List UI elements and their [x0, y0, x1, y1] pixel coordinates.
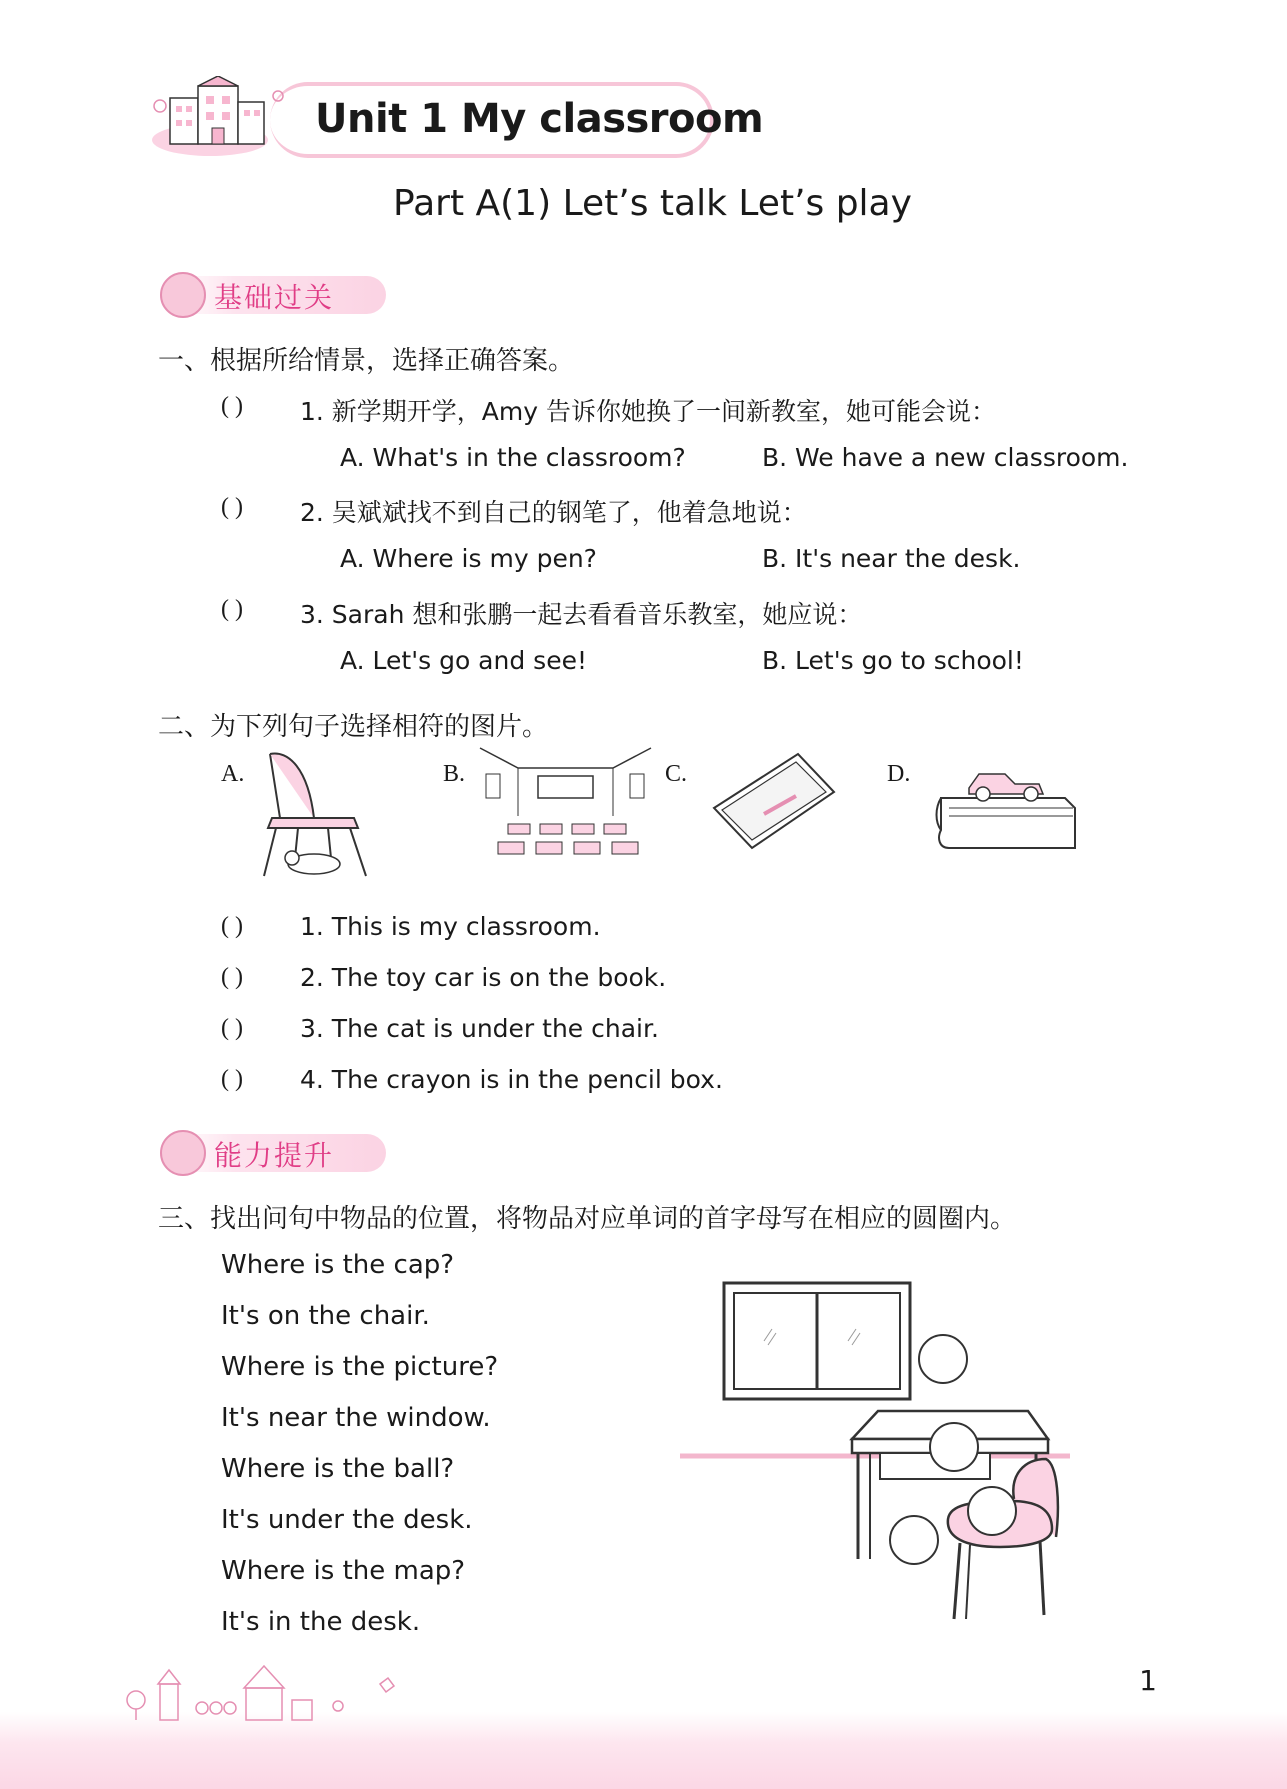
q2-item-3: 3. The cat is under the chair. — [300, 1014, 659, 1043]
answer-circle — [890, 1516, 938, 1564]
answer-circle — [919, 1335, 967, 1383]
unit-title: Unit 1 My classroom — [315, 96, 764, 142]
answer-blank[interactable]: ( ) — [221, 913, 243, 939]
picture-letter-c: C. — [665, 761, 688, 787]
q1-item-3-option-a: A. Let's go and see! — [340, 646, 587, 675]
section-badge-basic — [156, 270, 396, 318]
q1-item-1-option-a: A. What's in the classroom? — [340, 443, 686, 472]
town-decoration-icon — [118, 1660, 418, 1724]
q1-item-1-option-b: B. We have a new classroom. — [762, 443, 1129, 472]
answer-blank[interactable]: ( ) — [221, 1066, 243, 1092]
q1-item-2-prompt: 2. 吴斌斌找不到自己的钢笔了，他着急地说： — [300, 498, 807, 527]
section-label-advanced: 能力提升 — [214, 1139, 335, 1172]
answer-blank[interactable]: ( ) — [221, 596, 243, 622]
q2-item-4: 4. The crayon is in the pencil box. — [300, 1065, 723, 1094]
part-title: Part A(1) Let’s talk Let’s play — [393, 183, 912, 224]
toy-car-on-book-icon — [935, 758, 1080, 853]
q1-item-2-option-a: A. Where is my pen? — [340, 544, 597, 573]
dialog-line: Where is the map? — [221, 1556, 466, 1586]
section-badge-advanced — [156, 1128, 396, 1176]
answer-blank[interactable]: ( ) — [221, 1015, 243, 1041]
girl-face-icon — [160, 272, 206, 318]
dialog-line: It's in the desk. — [221, 1607, 421, 1637]
q2-item-2: 2. The toy car is on the book. — [300, 963, 667, 992]
pencil-box-icon — [708, 748, 838, 858]
dialog-line: Where is the ball? — [221, 1454, 455, 1484]
dialog-line: It's on the chair. — [221, 1301, 430, 1331]
dialog-line: Where is the picture? — [221, 1352, 499, 1382]
dialog-line: It's under the desk. — [221, 1505, 473, 1535]
page-number: 1 — [1139, 1664, 1157, 1697]
picture-letter-b: B. — [443, 761, 466, 787]
room-scene-illustration — [680, 1275, 1080, 1625]
picture-letter-a: A. — [221, 761, 245, 787]
school-building-icon — [150, 76, 300, 158]
classroom-icon — [478, 746, 653, 866]
chair-with-cat-icon — [258, 748, 378, 878]
girl-face-icon — [160, 1130, 206, 1176]
q1-item-3-option-b: B. Let's go to school! — [762, 646, 1024, 675]
answer-circle — [930, 1423, 978, 1471]
answer-blank[interactable]: ( ) — [221, 964, 243, 990]
dialog-line: It's near the window. — [221, 1403, 491, 1433]
q1-item-3-prompt: 3. Sarah 想和张鹏一起去看看音乐教室，她应说： — [300, 600, 863, 629]
chair-icon — [948, 1459, 1058, 1619]
answer-blank[interactable]: ( ) — [221, 393, 243, 419]
q2-item-1: 1. This is my classroom. — [300, 912, 601, 941]
section-label-basic: 基础过关 — [214, 281, 335, 314]
dialog-line: Where is the cap? — [221, 1250, 455, 1280]
answer-circle — [968, 1487, 1016, 1535]
q3-heading: 三、找出问句中物品的位置，将物品对应单词的首字母写在相应的圆圈内。 — [158, 1204, 1017, 1234]
q1-heading: 一、根据所给情景，选择正确答案。 — [158, 346, 575, 376]
q2-heading: 二、为下列句子选择相符的图片。 — [158, 712, 549, 742]
window-icon — [724, 1283, 910, 1399]
q1-item-1-prompt: 1. 新学期开学，Amy 告诉你她换了一间新教室，她可能会说： — [300, 397, 996, 426]
picture-letter-d: D. — [887, 761, 911, 787]
q1-item-2-option-b: B. It's near the desk. — [762, 544, 1021, 573]
answer-blank[interactable]: ( ) — [221, 494, 243, 520]
